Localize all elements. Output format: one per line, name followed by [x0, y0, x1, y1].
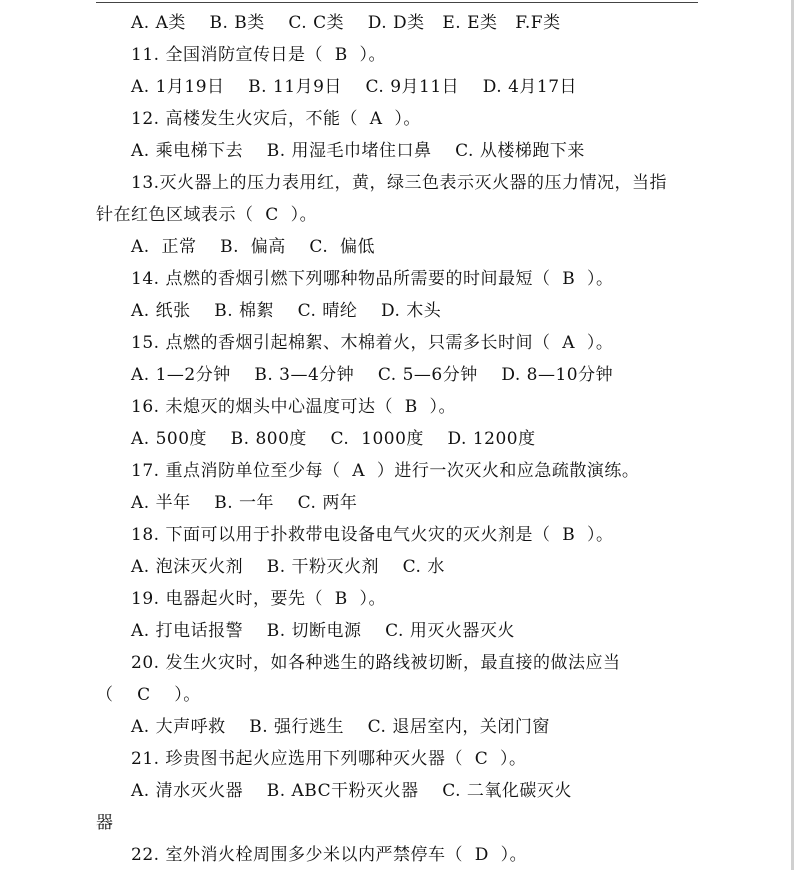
question-20: 20. 发生火灾时，如各种逃生的路线被切断，最直接的做法应当	[131, 653, 621, 673]
question-18: 18. 下面可以用于扑救带电设备电气火灾的灭火剂是（ B ）。	[131, 525, 614, 545]
options-q15: A. 1—2分钟 B. 3—4分钟 C. 5—6分钟 D. 8—10分钟	[131, 365, 614, 385]
question-11: 11. 全国消防宣传日是（ B ）。	[131, 45, 387, 65]
question-16: 16. 未熄灭的烟头中心温度可达（ B ）。	[131, 397, 457, 417]
options-q10: A. A类 B. B类 C. C类 D. D类 E. E类 F.F类	[131, 13, 561, 33]
options-q19: A. 打电话报警 B. 切断电源 C. 用灭火器灭火	[131, 621, 515, 641]
options-q21: A. 清水灭火器 B. ABC干粉灭火器 C. 二氧化碳灭火	[131, 781, 572, 801]
options-q14: A. 纸张 B. 棉絮 C. 晴纶 D. 木头	[131, 301, 442, 321]
question-12: 12. 高楼发生火灾后，不能（ A ）。	[131, 109, 421, 129]
header-rule	[96, 2, 698, 3]
options-q21-cont: 器	[96, 813, 114, 833]
question-13-cont: 针在红色区域表示（ C ）。	[96, 205, 318, 225]
options-q13: A. 正常 B. 偏高 C. 偏低	[131, 237, 376, 257]
question-15: 15. 点燃的香烟引起棉絮、木棉着火，只需多长时间（ A ）。	[131, 333, 614, 353]
question-19: 19. 电器起火时，要先（ B ）。	[131, 589, 387, 609]
question-20-cont: （ C ）。	[96, 685, 201, 705]
options-q18: A. 泡沫灭火剂 B. 干粉灭火剂 C. 水	[131, 557, 445, 577]
question-14: 14. 点燃的香烟引燃下列哪种物品所需要的时间最短（ B ）。	[131, 269, 614, 289]
options-q17: A. 半年 B. 一年 C. 两年	[131, 493, 358, 513]
options-q11: A. 1月19日 B. 11月9日 C. 9月11日 D. 4月17日	[131, 77, 578, 97]
question-17: 17. 重点消防单位至少每（ A ）进行一次灭火和应急疏散演练。	[131, 461, 640, 481]
options-q12: A. 乘电梯下去 B. 用湿毛巾堵住口鼻 C. 从楼梯跑下来	[131, 141, 585, 161]
question-21: 21. 珍贵图书起火应选用下列哪种灭火器（ C ）。	[131, 749, 527, 769]
question-22: 22. 室外消火栓周围多少米以内严禁停车（ D ）。	[131, 845, 528, 865]
question-13: 13.灭火器上的压力表用红，黄，绿三色表示灭火器的压力情况，当指	[131, 173, 668, 193]
options-q16: A. 500度 B. 800度 C. 1000度 D. 1200度	[131, 429, 536, 449]
options-q20: A. 大声呼救 B. 强行逃生 C. 退居室内，关闭门窗	[131, 717, 550, 737]
